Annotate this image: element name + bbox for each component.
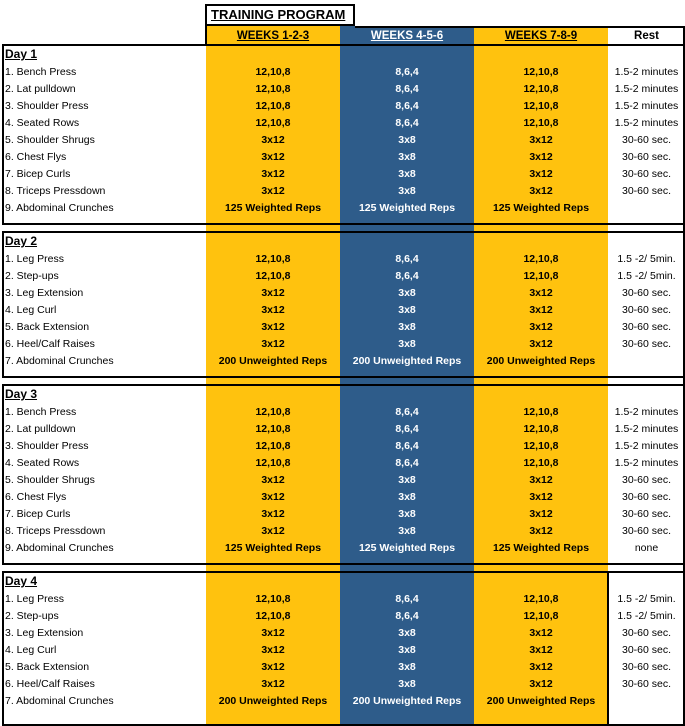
weeks-3-value: 125 Weighted Reps [492, 202, 590, 214]
exercise-name: 5. Back Extension [5, 661, 90, 673]
weeks-3-value: 12,10,8 [523, 83, 559, 95]
weeks-2-value: 8,6,4 [395, 270, 419, 282]
weeks-1-value: 12,10,8 [255, 117, 291, 129]
rest-value: 30-60 sec. [621, 474, 672, 486]
rest-value: 30-60 sec. [621, 321, 672, 333]
weeks-1-value: 125 Weighted Reps [224, 542, 322, 554]
rest-value [608, 353, 685, 370]
exercise-name: 6. Heel/Calf Raises [5, 678, 95, 690]
weeks-2-value: 3x8 [398, 678, 416, 690]
weeks-1-value: 12,10,8 [255, 610, 291, 622]
exercise-name: 6. Chest Flys [5, 151, 67, 163]
exercise-name: 1. Leg Press [5, 593, 64, 605]
header-top-border [355, 26, 685, 28]
exercise-name: 8. Triceps Pressdown [5, 185, 106, 197]
weeks-1-value: 3x12 [261, 678, 285, 690]
weeks-3-value: 12,10,8 [523, 610, 559, 622]
exercise-name: 9. Abdominal Crunches [5, 202, 114, 214]
weeks-1-value: 3x12 [261, 491, 285, 503]
weeks-1-value: 3x12 [261, 644, 285, 656]
exercise-name: 4. Seated Rows [5, 117, 80, 129]
weeks-2-value: 3x8 [398, 508, 416, 520]
weeks-1-value: 12,10,8 [255, 593, 291, 605]
rest-value: 30-60 sec. [621, 134, 672, 146]
weeks-1-value: 3x12 [261, 321, 285, 333]
weeks-3-value: 12,10,8 [523, 406, 559, 418]
weeks-1-value: 3x12 [261, 627, 285, 639]
weeks-3-value: 125 Weighted Reps [492, 542, 590, 554]
weeks-1-value: 12,10,8 [255, 83, 291, 95]
day-header: Day 1 [5, 47, 38, 61]
weeks-3-value: 3x12 [529, 338, 553, 350]
rest-value: 30-60 sec. [621, 627, 672, 639]
weeks-3-value: 3x12 [529, 644, 553, 656]
exercise-name: 4. Leg Curl [5, 304, 57, 316]
weeks-2-value: 3x8 [398, 644, 416, 656]
rest-value [608, 200, 685, 217]
rest-value: 30-60 sec. [621, 644, 672, 656]
rest-value: 1.5 -2/ 5min. [617, 593, 676, 605]
rest-value: 1.5-2 minutes [614, 406, 679, 418]
rest-value: 30-60 sec. [621, 185, 672, 197]
weeks-3-value: 12,10,8 [523, 253, 559, 265]
day-header: Day 2 [5, 234, 38, 248]
weeks-1-value: 3x12 [261, 661, 285, 673]
weeks-1-value: 125 Weighted Reps [224, 202, 322, 214]
weeks-3-header: WEEKS 7-8-9 [504, 30, 578, 42]
weeks-3-value: 3x12 [529, 287, 553, 299]
rest-value: 1.5-2 minutes [614, 83, 679, 95]
weeks-3-value: 3x12 [529, 151, 553, 163]
weeks-1-value: 3x12 [261, 134, 285, 146]
weeks-1-value: 3x12 [261, 525, 285, 537]
weeks-2-value: 3x8 [398, 525, 416, 537]
weeks-2-value: 3x8 [398, 627, 416, 639]
weeks-2-value: 200 Unweighted Reps [352, 355, 462, 367]
weeks-3-value: 12,10,8 [523, 457, 559, 469]
weeks-2-value: 3x8 [398, 491, 416, 503]
weeks-2-value: 200 Unweighted Reps [352, 695, 462, 707]
weeks-2-value: 8,6,4 [395, 117, 419, 129]
exercise-name: 6. Chest Flys [5, 491, 67, 503]
weeks-2-value: 8,6,4 [395, 457, 419, 469]
weeks-2-value: 125 Weighted Reps [358, 202, 456, 214]
exercise-name: 2. Lat pulldown [5, 423, 76, 435]
weeks-2-value: 8,6,4 [395, 593, 419, 605]
weeks-1-value: 3x12 [261, 474, 285, 486]
day-header: Day 3 [5, 387, 38, 401]
weeks-1-value: 3x12 [261, 168, 285, 180]
weeks-2-value: 8,6,4 [395, 100, 419, 112]
exercise-name: 1. Bench Press [5, 66, 77, 78]
weeks-2-value: 3x8 [398, 661, 416, 673]
rest-value: 30-60 sec. [621, 168, 672, 180]
exercise-name: 3. Shoulder Press [5, 100, 89, 112]
weeks-3-value: 12,10,8 [523, 100, 559, 112]
rest-value: 30-60 sec. [621, 508, 672, 520]
weeks-3-value: 12,10,8 [523, 593, 559, 605]
weeks-3-value: 12,10,8 [523, 440, 559, 452]
weeks-2-value: 3x8 [398, 151, 416, 163]
rest-value: 1.5-2 minutes [614, 100, 679, 112]
exercise-name: 5. Back Extension [5, 321, 90, 333]
weeks-2-value: 8,6,4 [395, 406, 419, 418]
rest-value: 30-60 sec. [621, 304, 672, 316]
weeks-3-value: 3x12 [529, 168, 553, 180]
exercise-name: 2. Step-ups [5, 610, 59, 622]
weeks-3-value: 12,10,8 [523, 423, 559, 435]
rest-value [608, 693, 685, 710]
exercise-name: 3. Leg Extension [5, 287, 84, 299]
rest-value: 1.5 -2/ 5min. [617, 270, 676, 282]
weeks-3-value: 3x12 [529, 304, 553, 316]
rest-value: 30-60 sec. [621, 491, 672, 503]
weeks-2-value: 3x8 [398, 474, 416, 486]
weeks-3-value: 3x12 [529, 474, 553, 486]
weeks-3-value: 12,10,8 [523, 117, 559, 129]
weeks-3-value: 3x12 [529, 678, 553, 690]
weeks-1-value: 3x12 [261, 338, 285, 350]
day-header: Day 4 [5, 574, 38, 588]
exercise-name: 5. Shoulder Shrugs [5, 474, 95, 486]
left-header-border [205, 26, 207, 46]
exercise-name: 5. Shoulder Shrugs [5, 134, 95, 146]
rest-value: 30-60 sec. [621, 661, 672, 673]
weeks-1-header: WEEKS 1-2-3 [236, 30, 310, 42]
weeks-2-value: 125 Weighted Reps [358, 542, 456, 554]
exercise-name: 9. Abdominal Crunches [5, 542, 114, 554]
rest-column-border [607, 571, 609, 726]
weeks-1-value: 12,10,8 [255, 457, 291, 469]
weeks-3-value: 12,10,8 [523, 66, 559, 78]
weeks-3-value: 3x12 [529, 627, 553, 639]
weeks-2-value: 3x8 [398, 168, 416, 180]
rest-value: 1.5-2 minutes [614, 440, 679, 452]
exercise-name: 7. Bicep Curls [5, 508, 71, 520]
weeks-3-value: 3x12 [529, 321, 553, 333]
rest-value: 1.5-2 minutes [614, 66, 679, 78]
exercise-name: 7. Abdominal Crunches [5, 355, 114, 367]
weeks-2-value: 8,6,4 [395, 440, 419, 452]
rest-value: 30-60 sec. [621, 151, 672, 163]
weeks-1-value: 12,10,8 [255, 440, 291, 452]
exercise-name: 7. Abdominal Crunches [5, 695, 114, 707]
weeks-3-value: 3x12 [529, 508, 553, 520]
rest-value: 1.5 -2/ 5min. [617, 610, 676, 622]
rest-value: none [634, 542, 659, 554]
rest-value: 1.5-2 minutes [614, 423, 679, 435]
weeks-1-value: 200 Unweighted Reps [218, 355, 328, 367]
weeks-3-value: 3x12 [529, 525, 553, 537]
weeks-2-value: 8,6,4 [395, 423, 419, 435]
weeks-1-value: 3x12 [261, 304, 285, 316]
exercise-name: 4. Seated Rows [5, 457, 80, 469]
weeks-3-value: 3x12 [529, 185, 553, 197]
weeks-1-value: 12,10,8 [255, 423, 291, 435]
weeks-3-value: 12,10,8 [523, 270, 559, 282]
weeks-3-value: 200 Unweighted Reps [486, 695, 596, 707]
weeks-1-value: 12,10,8 [255, 66, 291, 78]
page-title: TRAINING PROGRAM [205, 4, 355, 26]
weeks-1-value: 3x12 [261, 508, 285, 520]
rest-value: 30-60 sec. [621, 525, 672, 537]
rest-value: 1.5 -2/ 5min. [617, 253, 676, 265]
weeks-2-value: 3x8 [398, 304, 416, 316]
weeks-3-value: 3x12 [529, 134, 553, 146]
weeks-2-value: 8,6,4 [395, 253, 419, 265]
weeks-2-header: WEEKS 4-5-6 [370, 30, 444, 42]
weeks-2-value: 3x8 [398, 134, 416, 146]
exercise-name: 1. Bench Press [5, 406, 77, 418]
weeks-3-value: 3x12 [529, 491, 553, 503]
rest-value: 30-60 sec. [621, 287, 672, 299]
weeks-1-value: 3x12 [261, 151, 285, 163]
exercise-name: 3. Shoulder Press [5, 440, 89, 452]
rest-value: 30-60 sec. [621, 338, 672, 350]
weeks-2-value: 3x8 [398, 321, 416, 333]
exercise-name: 1. Leg Press [5, 253, 64, 265]
weeks-2-value: 3x8 [398, 287, 416, 299]
weeks-1-value: 12,10,8 [255, 100, 291, 112]
rest-value: 1.5-2 minutes [614, 117, 679, 129]
weeks-1-value: 12,10,8 [255, 253, 291, 265]
weeks-2-value: 8,6,4 [395, 83, 419, 95]
exercise-name: 2. Step-ups [5, 270, 59, 282]
weeks-3-value: 3x12 [529, 661, 553, 673]
rest-header: Rest [634, 30, 659, 42]
weeks-1-value: 3x12 [261, 185, 285, 197]
weeks-1-value: 200 Unweighted Reps [218, 695, 328, 707]
exercise-name: 4. Leg Curl [5, 644, 57, 656]
exercise-name: 6. Heel/Calf Raises [5, 338, 95, 350]
exercise-name: 7. Bicep Curls [5, 168, 71, 180]
exercise-name: 3. Leg Extension [5, 627, 84, 639]
rest-value: 1.5-2 minutes [614, 457, 679, 469]
exercise-name: 8. Triceps Pressdown [5, 525, 106, 537]
weeks-2-value: 8,6,4 [395, 610, 419, 622]
weeks-1-value: 12,10,8 [255, 406, 291, 418]
exercise-name: 2. Lat pulldown [5, 83, 76, 95]
weeks-3-value: 200 Unweighted Reps [486, 355, 596, 367]
weeks-2-value: 3x8 [398, 185, 416, 197]
weeks-2-value: 8,6,4 [395, 66, 419, 78]
rest-value: 30-60 sec. [621, 678, 672, 690]
weeks-1-value: 3x12 [261, 287, 285, 299]
weeks-1-value: 12,10,8 [255, 270, 291, 282]
weeks-2-value: 3x8 [398, 338, 416, 350]
